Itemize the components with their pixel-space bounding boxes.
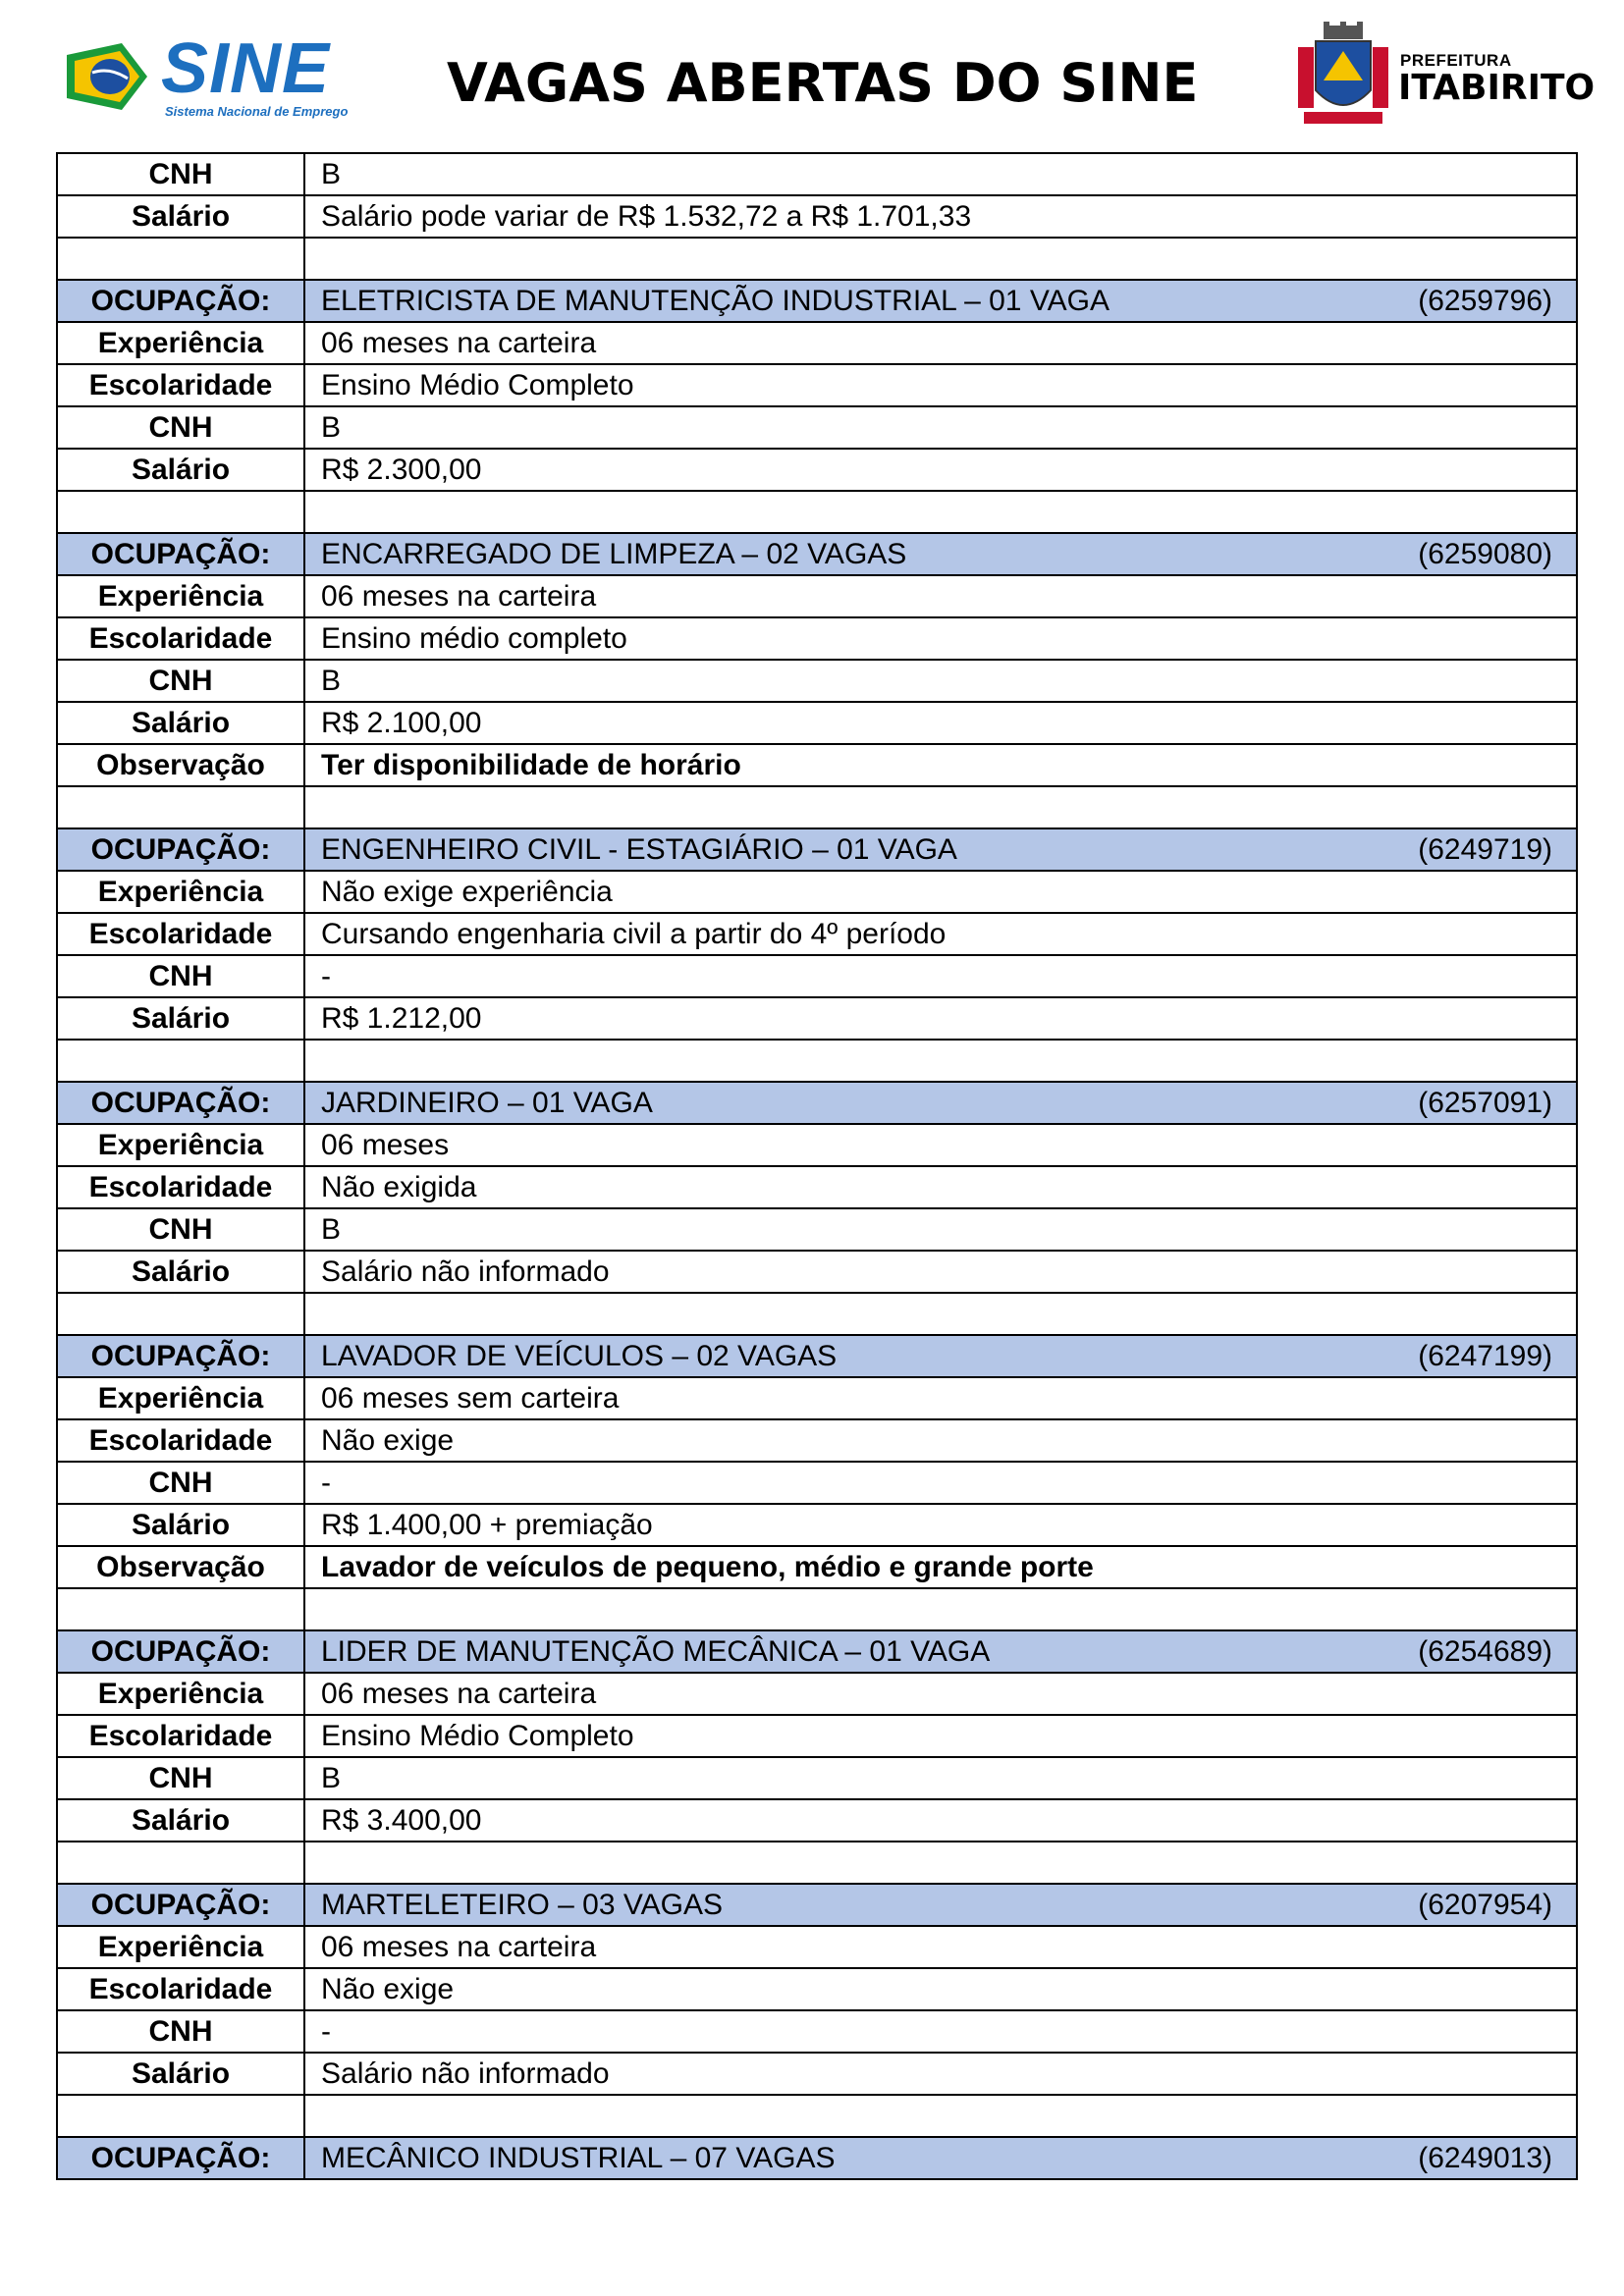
field-row	[57, 406, 1577, 449]
field-label: Experiência	[57, 575, 304, 617]
field-label: Salário	[57, 449, 304, 491]
field-value: B	[304, 1208, 1577, 1251]
field-row	[57, 1462, 1577, 1504]
occupation-title-cell	[304, 1630, 1577, 1673]
occupation-title-cell	[304, 533, 1577, 575]
occupation-title: MARTELETEIRO – 03 VAGAS	[321, 1889, 724, 1921]
job-listings-table	[56, 152, 1578, 2180]
occupation-label: OCUPAÇÃO:	[57, 2137, 304, 2179]
field-row	[57, 1377, 1577, 1419]
field-label: Observação	[57, 1546, 304, 1588]
field-row	[57, 2010, 1577, 2053]
field-value: Não exige experiência	[304, 871, 1577, 913]
field-label: Salário	[57, 1251, 304, 1293]
field-value: Salário pode variar de R$ 1.532,72 a R$ 1.701,33	[304, 195, 1577, 238]
city-crest-icon	[1294, 22, 1392, 130]
field-value: B	[304, 153, 1577, 195]
field-value: R$ 1.400,00 + premiação	[304, 1504, 1577, 1546]
field-value: R$ 2.100,00	[304, 702, 1577, 744]
field-value: -	[304, 2010, 1577, 2053]
field-value: Salário não informado	[304, 2053, 1577, 2095]
prefeitura-logo	[1294, 22, 1596, 130]
field-value: 06 meses na carteira	[304, 1673, 1577, 1715]
page-header	[0, 0, 1624, 152]
field-label: Escolaridade	[57, 617, 304, 660]
field-row	[57, 1419, 1577, 1462]
field-row	[57, 702, 1577, 744]
occupation-title: LIDER DE MANUTENÇÃO MECÂNICA – 01 VAGA	[321, 1635, 991, 1668]
field-value: Cursando engenharia civil a partir do 4º período	[304, 913, 1577, 955]
field-value	[304, 1293, 1577, 1335]
field-value: 06 meses	[304, 1124, 1577, 1166]
vacancy-code: (6254689)	[1418, 1635, 1552, 1668]
field-value	[304, 1842, 1577, 1884]
field-value: Não exigida	[304, 1166, 1577, 1208]
vacancy-code: (6247199)	[1418, 1340, 1552, 1372]
occupation-row	[57, 828, 1577, 871]
field-label: Experiência	[57, 871, 304, 913]
occupation-title: ENCARREGADO DE LIMPEZA – 02 VAGAS	[321, 538, 907, 570]
field-row	[57, 1799, 1577, 1842]
field-row	[57, 617, 1577, 660]
occupation-title-cell	[304, 828, 1577, 871]
field-row	[57, 1166, 1577, 1208]
field-label: CNH	[57, 1462, 304, 1504]
field-row	[57, 195, 1577, 238]
field-label: Escolaridade	[57, 913, 304, 955]
spacer-row	[57, 2095, 1577, 2137]
occupation-row	[57, 1335, 1577, 1377]
field-label: CNH	[57, 153, 304, 195]
field-value: -	[304, 1462, 1577, 1504]
field-label: Salário	[57, 2053, 304, 2095]
field-value: Não exige	[304, 1968, 1577, 2010]
field-label: Experiência	[57, 1926, 304, 1968]
field-label: Escolaridade	[57, 1419, 304, 1462]
field-row	[57, 1673, 1577, 1715]
field-label: CNH	[57, 955, 304, 997]
field-label	[57, 1842, 304, 1884]
occupation-row	[57, 1082, 1577, 1124]
sine-logo-subtitle: Sistema Nacional de Emprego	[165, 104, 349, 119]
occupation-label: OCUPAÇÃO:	[57, 1884, 304, 1926]
field-row	[57, 997, 1577, 1040]
field-value	[304, 238, 1577, 280]
field-row	[57, 364, 1577, 406]
field-row	[57, 575, 1577, 617]
field-value: Ter disponibilidade de horário	[304, 744, 1577, 786]
sine-logo-text: SINE	[161, 29, 331, 108]
field-value: 06 meses na carteira	[304, 1926, 1577, 1968]
occupation-row	[57, 1630, 1577, 1673]
field-row	[57, 1251, 1577, 1293]
occupation-title-cell	[304, 280, 1577, 322]
vacancy-code: (6259080)	[1418, 538, 1552, 570]
occupation-title-cell	[304, 1335, 1577, 1377]
field-value: 06 meses na carteira	[304, 575, 1577, 617]
field-label: Salário	[57, 1504, 304, 1546]
brazil-flag-icon	[61, 37, 155, 116]
field-label: Salário	[57, 997, 304, 1040]
vacancy-code: (6249719)	[1418, 833, 1552, 866]
field-value	[304, 1588, 1577, 1630]
field-label	[57, 1040, 304, 1082]
field-row	[57, 2053, 1577, 2095]
field-value: R$ 1.212,00	[304, 997, 1577, 1040]
occupation-label: OCUPAÇÃO:	[57, 1082, 304, 1124]
field-row	[57, 1124, 1577, 1166]
occupation-label: OCUPAÇÃO:	[57, 1630, 304, 1673]
field-value: -	[304, 955, 1577, 997]
field-value	[304, 2095, 1577, 2137]
field-value: Ensino Médio Completo	[304, 364, 1577, 406]
field-label: CNH	[57, 660, 304, 702]
field-label: Experiência	[57, 1673, 304, 1715]
occupation-label: OCUPAÇÃO:	[57, 1335, 304, 1377]
occupation-label: OCUPAÇÃO:	[57, 828, 304, 871]
field-label	[57, 491, 304, 533]
vacancy-code: (6257091)	[1418, 1087, 1552, 1119]
occupation-label: OCUPAÇÃO:	[57, 280, 304, 322]
field-label: Experiência	[57, 322, 304, 364]
occupation-row	[57, 2137, 1577, 2179]
field-row	[57, 322, 1577, 364]
spacer-row	[57, 1040, 1577, 1082]
occupation-row	[57, 1884, 1577, 1926]
field-row	[57, 1968, 1577, 2010]
spacer-row	[57, 1293, 1577, 1335]
occupation-row	[57, 280, 1577, 322]
field-value: 06 meses sem carteira	[304, 1377, 1577, 1419]
vacancy-code: (6259796)	[1418, 285, 1552, 317]
field-row	[57, 1926, 1577, 1968]
field-row	[57, 1757, 1577, 1799]
field-value: Salário não informado	[304, 1251, 1577, 1293]
field-label: Salário	[57, 1799, 304, 1842]
field-row	[57, 1504, 1577, 1546]
field-row	[57, 153, 1577, 195]
field-label	[57, 786, 304, 828]
field-row	[57, 955, 1577, 997]
field-label: CNH	[57, 1757, 304, 1799]
field-value: R$ 2.300,00	[304, 449, 1577, 491]
field-value: Lavador de veículos de pequeno, médio e grande porte	[304, 1546, 1577, 1588]
occupation-title: LAVADOR DE VEÍCULOS – 02 VAGAS	[321, 1340, 838, 1372]
vacancy-code: (6249013)	[1418, 2142, 1552, 2174]
field-value: B	[304, 406, 1577, 449]
field-value: 06 meses na carteira	[304, 322, 1577, 364]
field-value: Não exige	[304, 1419, 1577, 1462]
field-value	[304, 786, 1577, 828]
field-row	[57, 913, 1577, 955]
job-listings-body	[57, 153, 1577, 2179]
field-label: Escolaridade	[57, 1715, 304, 1757]
field-value	[304, 491, 1577, 533]
field-label: Escolaridade	[57, 1166, 304, 1208]
field-row	[57, 1546, 1577, 1588]
occupation-label: OCUPAÇÃO:	[57, 533, 304, 575]
field-label: Salário	[57, 702, 304, 744]
field-label	[57, 1588, 304, 1630]
field-label: CNH	[57, 406, 304, 449]
field-label: Escolaridade	[57, 364, 304, 406]
field-label: CNH	[57, 2010, 304, 2053]
field-label: Experiência	[57, 1377, 304, 1419]
field-value: Ensino Médio Completo	[304, 1715, 1577, 1757]
spacer-row	[57, 491, 1577, 533]
field-value: Ensino médio completo	[304, 617, 1577, 660]
field-value	[304, 1040, 1577, 1082]
occupation-title-cell	[304, 2137, 1577, 2179]
field-row	[57, 1715, 1577, 1757]
occupation-title: JARDINEIRO – 01 VAGA	[321, 1087, 653, 1119]
field-label: CNH	[57, 1208, 304, 1251]
occupation-title-cell	[304, 1082, 1577, 1124]
occupation-title-cell	[304, 1884, 1577, 1926]
field-value: B	[304, 660, 1577, 702]
occupation-row	[57, 533, 1577, 575]
spacer-row	[57, 786, 1577, 828]
field-row	[57, 660, 1577, 702]
field-row	[57, 449, 1577, 491]
spacer-row	[57, 1588, 1577, 1630]
field-row	[57, 1208, 1577, 1251]
field-label	[57, 238, 304, 280]
occupation-title: MECÂNICO INDUSTRIAL – 07 VAGAS	[321, 2142, 836, 2174]
city-name: ITABIRITO	[1398, 68, 1596, 108]
occupation-title: ELETRICISTA DE MANUTENÇÃO INDUSTRIAL – 01 VAGA	[321, 285, 1110, 317]
occupation-title: ENGENHEIRO CIVIL - ESTAGIÁRIO – 01 VAGA	[321, 833, 957, 866]
field-label: Experiência	[57, 1124, 304, 1166]
sine-logo	[61, 29, 355, 123]
field-row	[57, 871, 1577, 913]
field-label: Observação	[57, 744, 304, 786]
field-row	[57, 744, 1577, 786]
field-label	[57, 2095, 304, 2137]
field-label	[57, 1293, 304, 1335]
field-value: B	[304, 1757, 1577, 1799]
spacer-row	[57, 1842, 1577, 1884]
field-value: R$ 3.400,00	[304, 1799, 1577, 1842]
spacer-row	[57, 238, 1577, 280]
page-title: VAGAS ABERTAS DO SINE	[447, 52, 1199, 114]
field-label: Escolaridade	[57, 1968, 304, 2010]
field-label: Salário	[57, 195, 304, 238]
vacancy-code: (6207954)	[1418, 1889, 1552, 1921]
prefeitura-label: PREFEITURA	[1400, 51, 1512, 70]
